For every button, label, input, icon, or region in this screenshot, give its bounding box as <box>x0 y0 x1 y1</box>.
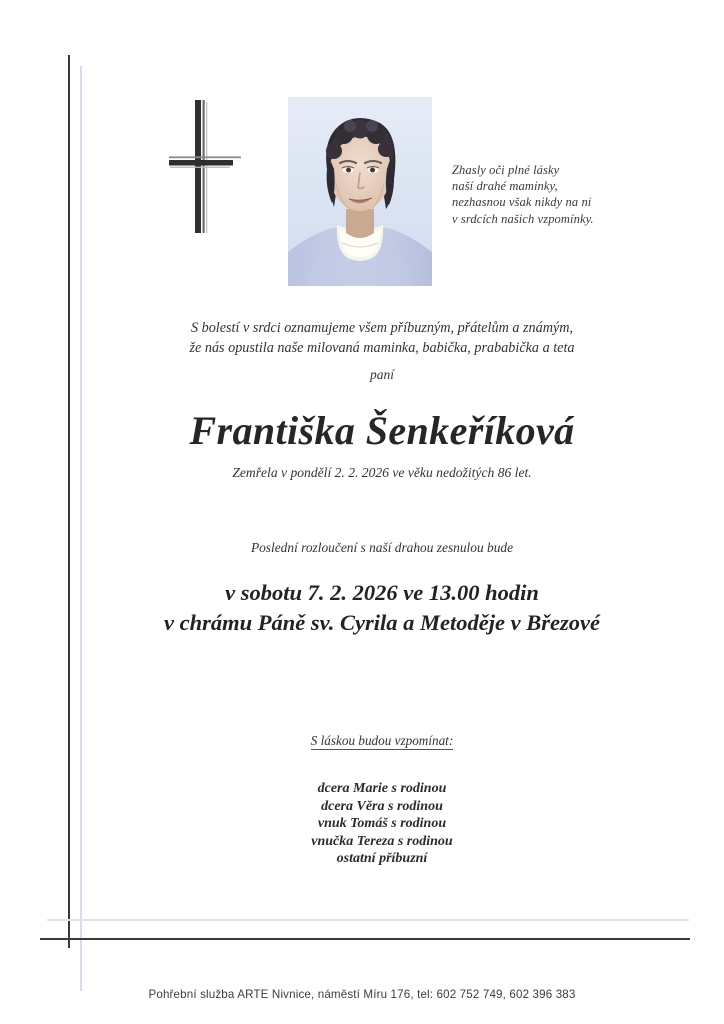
frame-vertical-line <box>68 55 70 948</box>
announcement-line-1: S bolestí v srdci oznamujeme všem příbuzným, přátelům a známým, <box>190 320 574 336</box>
ceremony-datetime: v sobotu 7. 2. 2026 ve 13.00 hodin <box>225 580 539 605</box>
verse-line-3: nezhasnou však nikdy na ni <box>452 195 592 210</box>
footer-funeral-service: Pohřební služba ARTE Nivnice, náměstí Míru 176, tel: 602 752 749, 602 396 383 <box>148 988 576 1001</box>
ceremony-details <box>82 578 682 638</box>
announcement-line-2: že nás opustila naše milovaná maminka, babička, prababička a teta <box>189 340 575 356</box>
announcement-text <box>82 318 682 358</box>
honorific: paní <box>369 367 394 382</box>
verse-line-1: Zhasly oči plné lásky <box>452 163 560 177</box>
list-item: vnuk Tomáš s rodinou <box>317 816 447 832</box>
death-info: Zemřela v pondělí 2. 2. 2026 ve věku nedožitých 86 let. <box>232 465 532 480</box>
mourners-heading <box>82 733 682 749</box>
portrait-photo <box>288 97 432 286</box>
list-item: ostatní příbuzní <box>336 851 428 867</box>
ceremony-intro: Poslední rozloučení s naší drahou zesnulou bude <box>250 540 514 555</box>
deceased-name: Františka Šenkeříková <box>189 408 575 453</box>
cross-icon <box>158 98 254 233</box>
mourners-heading-text: S láskou budou vzpomínat: <box>310 733 454 748</box>
ceremony-location: v chrámu Páně sv. Cyrila a Metoděje v Březové <box>164 610 600 635</box>
verse-line-2: naší drahé maminky, <box>452 179 558 194</box>
list-item: vnučka Tereza s rodinou <box>311 833 453 849</box>
memorial-verse <box>452 162 692 227</box>
frame-horizontal-faint-line <box>47 919 689 921</box>
list-item: dcera Marie s rodinou <box>317 781 447 796</box>
verse-line-4: v srdcích našich vzpomínky. <box>452 211 594 226</box>
list-item: dcera Věra s rodinou <box>321 798 443 814</box>
mourners-list <box>82 780 682 868</box>
frame-horizontal-line <box>40 938 690 940</box>
